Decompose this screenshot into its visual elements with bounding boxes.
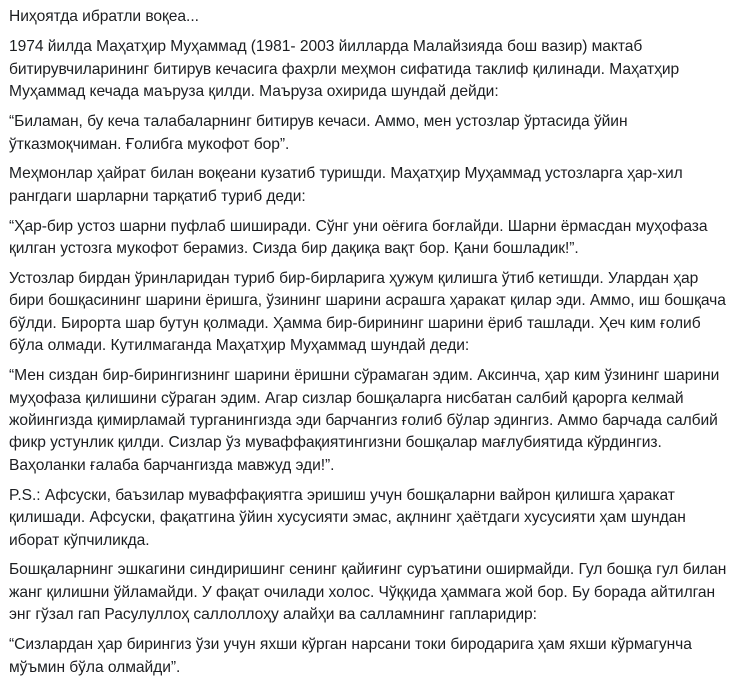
paragraph-teachers: Устозлар бирдан ўринларидан туриб бир-бирларига ҳужум қилишга ўтиб кетишди. Улардан ҳар бири бошқасининг шарини ёришга, ўзининг шарини асрашга ҳаракат қилар эди. Аммо, иш бошқача бўлди. Бирорта шар бутун қолмади. Ҳамма бир-бирининг шарини ёриб ташлади. Ҳеч ким ғолиб бўла олмади. Кутилмаганда Маҳатҳир Муҳаммад шундай деди: [9, 270, 726, 355]
paragraph-quote-game: “Биламан, бу кеча талабаларнинг битирув кечаси. Аммо, мен устозлар ўртасида ўйин ўтказмоқчиман. Ғолибга мукофот бор”. [9, 113, 628, 153]
paragraph-guests: Меҳмонлар ҳайрат билан воқеани кузатиб туришди. Маҳатҳир Муҳаммад устозларга ҳар-хил рангдаги шарларни тарқатиб туриб деди: [9, 165, 683, 205]
paragraph-quote-lesson: “Мен сиздан бир-бирингизнинг шарини ёришни сўрамаган эдим. Аксинча, ҳар ким ўзининг шарини муҳофаза қилишини сўраган эдим. Агар сизлар бошқаларга нисбатан салбий қарорга келмай жойингизда қимирламай турганингизда эди барчангиз ғолиб бўлар эдингиз. Аммо барчада салбий фикр устунлик қилди. Сизлар ўз муваффақиятингизни бошқалар мағлубиятида кўрдингиз. Ваҳоланки ғалаба барчангизда мавжуд эди!”. [9, 367, 720, 474]
post-title-line: Ниҳоятда ибратли воқеа... [9, 8, 199, 25]
post-text [9, 6, 735, 679]
paragraph-intro: 1974 йилда Маҳатҳир Муҳаммад (1981- 2003 йилларда Малайзияда бош вазир) мактаб битирувчиларининг битирув кечасига фахрли меҳмон сифатида таклиф қилинади. Маҳатҳир Муҳаммад кечада маъруза қилди. Маъруза охирида шундай дейди: [9, 38, 680, 101]
paragraph-ps: P.S.: Афсуски, баъзилар муваффақиятга эришиш учун бошқаларни вайрон қилишга ҳаракат қилишади. Афсуски, фақатгина ўйин хусусияти эмас, ақлнинг ҳаётдаги хусусияти ҳам шундан иборат кўпчиликда. [9, 486, 686, 549]
paragraph-boats: Бошқаларнинг эшкагини синдиришинг сенинг қайиғинг суръатини оширмайди. Гул бошқа гул билан жанг қилишни ўйламайди. У фақат очилади холос. Чўққида ҳаммага жой бор. Бу борада айтилган энг гўзал гап Расулуллоҳ саллоллоҳу алайҳи ва салламнинг гапларидир: [9, 561, 727, 624]
paragraph-hadith: “Сизлардан ҳар бирингиз ўзи учун яхши кўрган нарсани токи биродарига ҳам яхши кўрмагунча мўъмин бўла олмайди”. [9, 636, 692, 676]
paragraph-quote-rules: “Ҳар-бир устоз шарни пуфлаб шиширади. Сўнг уни оёғига боғлайди. Шарни ёрмасдан муҳофаза қилган устозга мукофот берамиз. Сизда бир дақиқа вақт бор. Қани бошладик!”. [9, 217, 708, 258]
